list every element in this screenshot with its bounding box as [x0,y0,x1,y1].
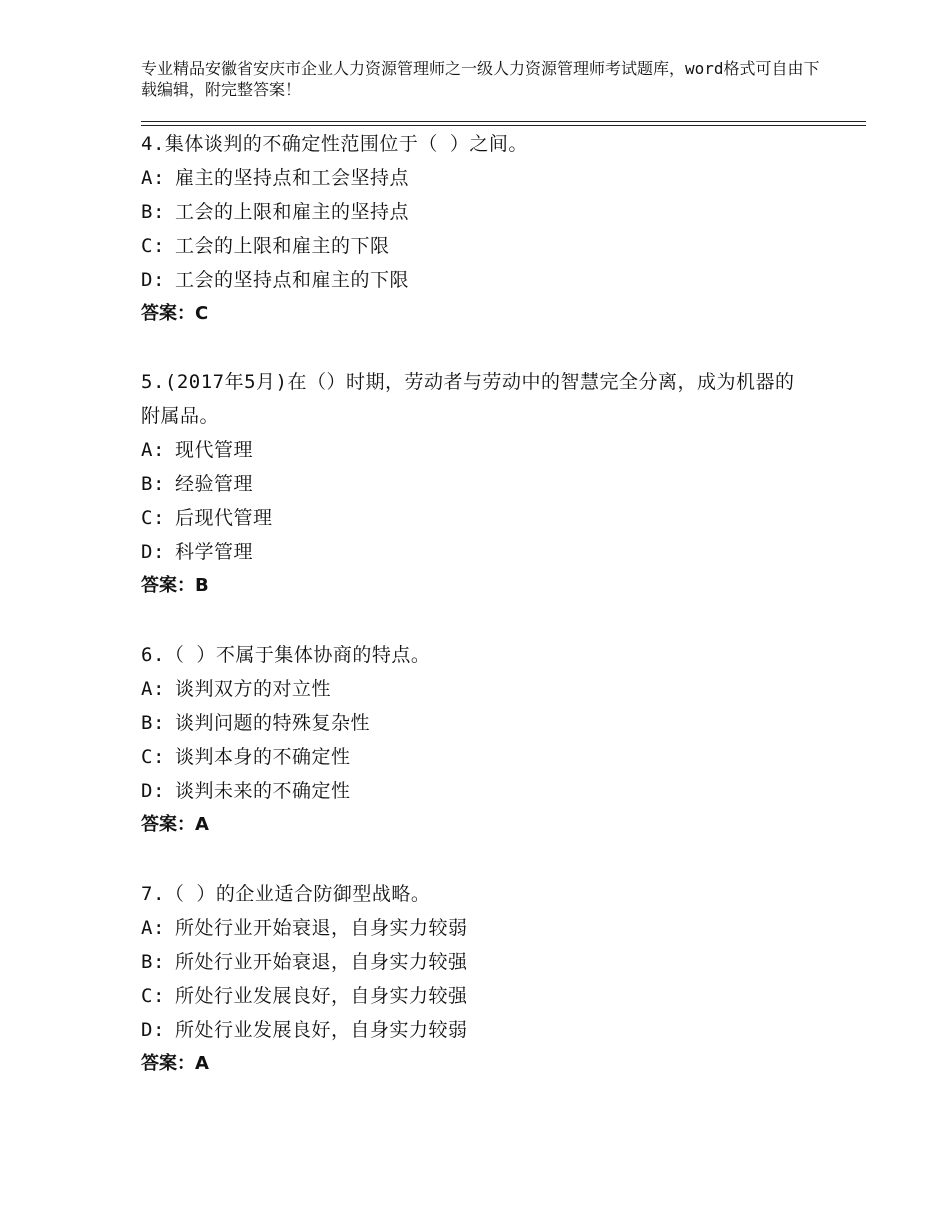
option-text: 所处行业发展良好，自身实力较弱 [175,1019,468,1041]
option-label: A: [141,678,165,700]
option-label: B: [141,473,165,495]
document-header: 专业精品安徽省安庆市企业人力资源管理师之一级人力资源管理师考试题库，word格式可自由下载编辑，附完整答案！ [141,59,820,99]
question-4 [141,127,841,331]
option-d [141,1013,841,1047]
option-label: C: [141,746,165,768]
question-stem: 7.（ ）的企业适合防御型战略。 [141,883,431,905]
option-label: D: [141,780,165,802]
option-d [141,774,841,808]
question-stem: 6.（ ）不属于集体协商的特点。 [141,644,431,666]
option-b [141,706,841,740]
option-b [141,467,801,501]
answer-label: 答案：C [141,303,209,324]
option-text: 现代管理 [175,439,254,461]
option-label: C: [141,507,165,529]
option-text: 工会的上限和雇主的下限 [175,235,390,257]
option-text: 雇主的坚持点和工会坚持点 [175,167,410,189]
option-label: A: [141,167,165,189]
option-label: B: [141,201,165,223]
question-5 [141,365,801,603]
answer-label: 答案：A [141,1053,209,1074]
option-b [141,945,841,979]
option-label: B: [141,951,165,973]
question-stem: 5.(2017年5月)在（）时期，劳动者与劳动中的智慧完全分离，成为机器的附属品。 [141,371,795,427]
option-text: 谈判未来的不确定性 [175,780,351,802]
option-c [141,740,841,774]
option-d [141,535,801,569]
option-a [141,433,801,467]
question-6 [141,638,841,842]
option-text: 谈判本身的不确定性 [175,746,351,768]
option-d [141,263,841,297]
option-text: 后现代管理 [175,507,273,529]
option-a [141,672,841,706]
option-a [141,911,841,945]
option-label: A: [141,439,165,461]
option-text: 科学管理 [175,541,254,563]
option-text: 谈判问题的特殊复杂性 [175,712,371,734]
question-7 [141,877,841,1081]
option-label: C: [141,235,165,257]
option-text: 经验管理 [175,473,254,495]
option-label: A: [141,917,165,939]
header-divider-bottom [141,125,866,126]
option-label: B: [141,712,165,734]
option-text: 工会的上限和雇主的坚持点 [175,201,410,223]
option-label: D: [141,1019,165,1041]
option-text: 所处行业开始衰退，自身实力较弱 [175,917,468,939]
header-divider-top [141,121,866,122]
option-label: D: [141,269,165,291]
option-c [141,979,841,1013]
option-c [141,229,841,263]
answer-label: 答案：B [141,575,209,596]
option-a [141,161,841,195]
option-c [141,501,801,535]
option-text: 谈判双方的对立性 [175,678,332,700]
option-text: 所处行业开始衰退，自身实力较强 [175,951,468,973]
option-b [141,195,841,229]
question-stem: 4.集体谈判的不确定性范围位于（ ）之间。 [141,133,528,155]
option-text: 工会的坚持点和雇主的下限 [175,269,410,291]
option-text: 所处行业发展良好，自身实力较强 [175,985,468,1007]
answer-label: 答案：A [141,814,209,835]
option-label: C: [141,985,165,1007]
option-label: D: [141,541,165,563]
